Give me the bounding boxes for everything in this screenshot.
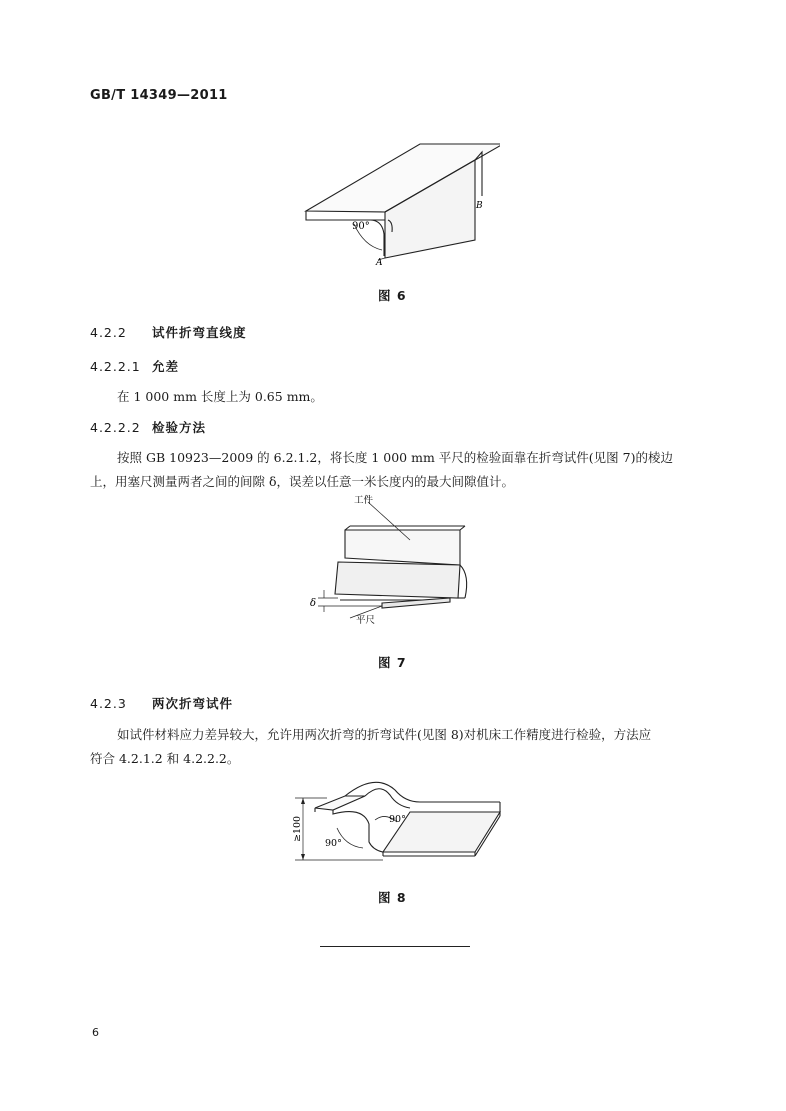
figure-8-angle-left: 90°: [325, 838, 342, 849]
workpiece-label: 工件: [354, 495, 374, 506]
figure-7-caption: 图 7: [378, 655, 407, 670]
double-bend-text-line-1: 如试件材料应力差异较大，允许用两次折弯的折弯试件(见图 8)对机床工作精度进行检验，方法应: [117, 727, 652, 742]
section-title: 两次折弯试件: [152, 696, 234, 711]
standard-code: GB/T 14349—2011: [90, 88, 228, 103]
double-bend-text-line-2: 符合 4.2.1.2 和 4.2.2.2。: [90, 751, 240, 766]
section-number: 4.2.2: [90, 325, 127, 340]
figure-6-point-a: A: [376, 258, 383, 268]
tolerance-text: 在 1 000 mm 长度上为 0.65 mm。: [117, 389, 323, 404]
section-number: 4.2.3: [90, 696, 127, 711]
figure-6-caption: 图 6: [378, 288, 407, 303]
section-title: 允差: [152, 359, 180, 374]
figure-6-angle-label: 90°: [352, 221, 370, 232]
figure-8-angle-top: 90°: [389, 814, 406, 825]
figure-6-point-b: B: [476, 201, 483, 211]
page-number: 6: [92, 1026, 99, 1039]
figure-7-drawing: [310, 490, 490, 625]
figure-8-dimension: ≥100: [292, 815, 303, 842]
section-4-2-2-1: [90, 357, 179, 375]
end-rule: [320, 946, 470, 947]
section-number: 4.2.2.1: [90, 359, 141, 374]
figure-6-drawing: [290, 140, 500, 270]
section-4-2-2: [90, 323, 247, 341]
section-title: 试件折弯直线度: [152, 325, 247, 340]
figure-8-drawing: [285, 770, 510, 875]
delta-label: δ: [310, 598, 317, 609]
ruler-label: 平尺: [356, 615, 376, 625]
section-4-2-3: [90, 694, 233, 712]
figure-8-caption: 图 8: [378, 890, 407, 905]
method-text-line-1: 按照 GB 10923—2009 的 6.2.1.2，将长度 1 000 mm 平尺的检验面靠在折弯试件(见图 7)的棱边: [117, 450, 673, 465]
section-number: 4.2.2.2: [90, 420, 141, 435]
section-title: 检验方法: [152, 420, 207, 435]
section-4-2-2-2: [90, 418, 206, 436]
method-text-line-2: 上，用塞尺测量两者之间的间隙 δ，误差以任意一米长度内的最大间隙值计。: [90, 474, 515, 489]
